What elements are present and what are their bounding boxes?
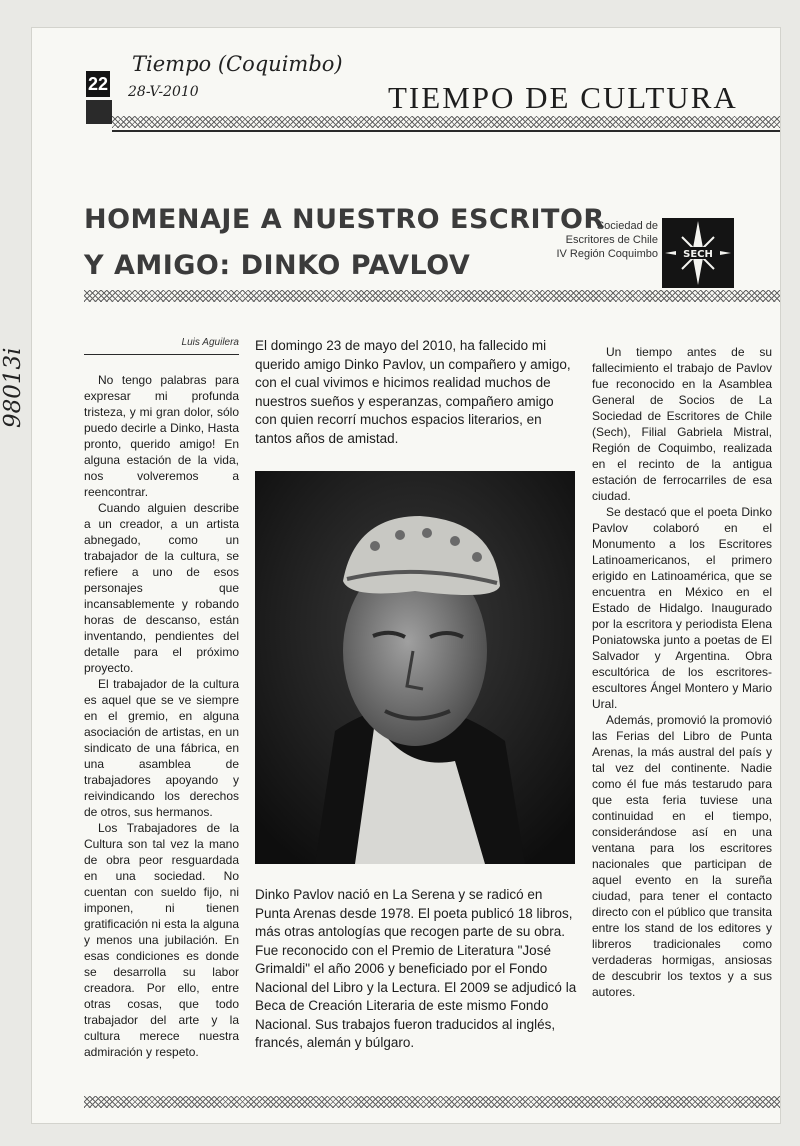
portrait-image <box>255 471 575 864</box>
page-number: 22 <box>86 71 110 97</box>
caption-paragraph: Dinko Pavlov nació en La Serena y se radicó en Punta Arenas desde 1978. El poeta publicó 18 libros, más otras antologías que recogen parte de su obra. <box>255 887 573 939</box>
header-rule <box>112 116 780 128</box>
organization-line3: IV Región Coquimbo <box>556 248 658 260</box>
headline-rule <box>84 290 780 302</box>
left-column <box>84 372 239 1060</box>
sech-logo <box>662 218 734 288</box>
right-paragraph: Se destacó que el poeta Dinko Pavlov colaboró en el Monumento a los Escritores Latinoamericanos, el primero erigido en Latinoamérica, que se encuentra en México en el Estado de Hidalgo. Inaugurado por la escritora y periodista Elena Poniatowska junto a poetas de El Salvador y Argentina. Obra escultórica de los escritores-escultores Ángel Montero y Mario Ural. <box>592 505 772 711</box>
organization-line1: Sociedad de <box>596 220 658 232</box>
handwritten-source: Tiempo (Coquimbo) <box>132 52 343 76</box>
header-rule-thin <box>112 130 780 132</box>
right-paragraph: Un tiempo antes de su fallecimiento el trabajo de Pavlov fue reconocido en la Asamblea General de Socios de La Sociedad de Escritores de Chile (Sech), Filial Gabriela Mistral, Región de Coquimbo, realizada en el recinto de la antigua estación de ferrocarriles de esa ciudad. <box>592 345 772 503</box>
handwritten-date: 28-V-2010 <box>128 84 199 100</box>
author-byline: Luis Aguilera <box>181 337 239 348</box>
portrait-photo <box>255 471 575 864</box>
footer-rule <box>84 1096 780 1108</box>
organization-credit <box>508 219 658 261</box>
right-paragraph: Además, promovió la promovió las Ferias del Libro de Punta Arenas, la más austral del país y tal vez del continente. Nadie como él fue más testarudo para que esta feria tuviese una continuidad en el tiempo, considerándose así en una ventana para los escritores nacionales que participan de aquel evento en la sureña ciudad, para tener el contacto directo con el público que transita entre los stand de los editores y libreros tradicionales como verdaderas hormigas, ansiosas de descubrir los textos y a sus autores. <box>592 713 772 999</box>
handwritten-side-note: 98013i <box>0 347 26 428</box>
left-paragraph: El trabajador de la cultura es aquel que se ve siempre en el gremio, en alguna asociación de artistas, en un sindicato de una fábrica, en una asamblea de trabajadores apoyando y reivindicando los derechos de otros, sus hermanos. <box>84 677 239 819</box>
headline-line1: HOMENAJE A NUESTRO ESCRITOR <box>84 204 605 235</box>
left-paragraph: Cuando alguien describe a un creador, a un artista abnegado, como un trabajador de la cultura, se refiere a uno de esos personajes que incansablemente y robando horas de descanso, están inventando, pendientes del detalle para el próximo proyecto. <box>84 501 239 675</box>
organization-line2: Escritores de Chile <box>565 234 658 246</box>
left-paragraph: No tengo palabras para expresar mi profunda tristeza, y mi gran dolor, sólo puedo decirle a Dinko, Hasta pronto, querido amigo! En alguna estación de la vida, nos volveremos a reencontrar. <box>84 373 239 499</box>
left-paragraph: Los Trabajadores de la Cultura son tal vez la mano de obra peor resguardada en una sociedad. No cuentan con sueldo fijo, ni imponen, ni tienen gratificación ni esta la alguna y menos una jubilación. En esas condiciones es donde se desarrolla su labor creadora. Por ello, entre otras cosas, que todo trabajador del arte y la cultura merece nuestra admiración y respeto. <box>84 821 239 1059</box>
caption-paragraph: Fue reconocido con el Premio de Literatura "José Grimaldi" el año 2006 y beneficiado por el Fondo Nacional del Libro y la Lectura. El 2009 se adjudicó la Beca de Creación Literaria de este mismo Fondo Nacional. Sus trabajos fueron traducidos al inglés, francés, alemán y búlgaro. <box>255 942 577 1050</box>
right-column <box>592 344 772 1000</box>
lead-paragraph: El domingo 23 de mayo del 2010, ha fallecido mi querido amigo Dinko Pavlov, un compañero y amigo, con el cual vivimos e hicimos realidad muchos de nuestros sueños y esperanzas, compañero amigo con quien recorrí muchos espacios literarios, en tantos años de amistad. <box>255 338 571 446</box>
compass-star-icon <box>662 218 734 288</box>
photo-caption <box>255 886 577 1053</box>
byline-rule <box>84 354 239 355</box>
logo-text: SECH <box>683 249 713 260</box>
section-title: TIEMPO DE CULTURA <box>388 80 738 115</box>
header-block <box>86 100 112 124</box>
headline-line2: Y AMIGO: DINKO PAVLOV <box>84 250 471 281</box>
newspaper-clipping <box>0 28 780 1123</box>
